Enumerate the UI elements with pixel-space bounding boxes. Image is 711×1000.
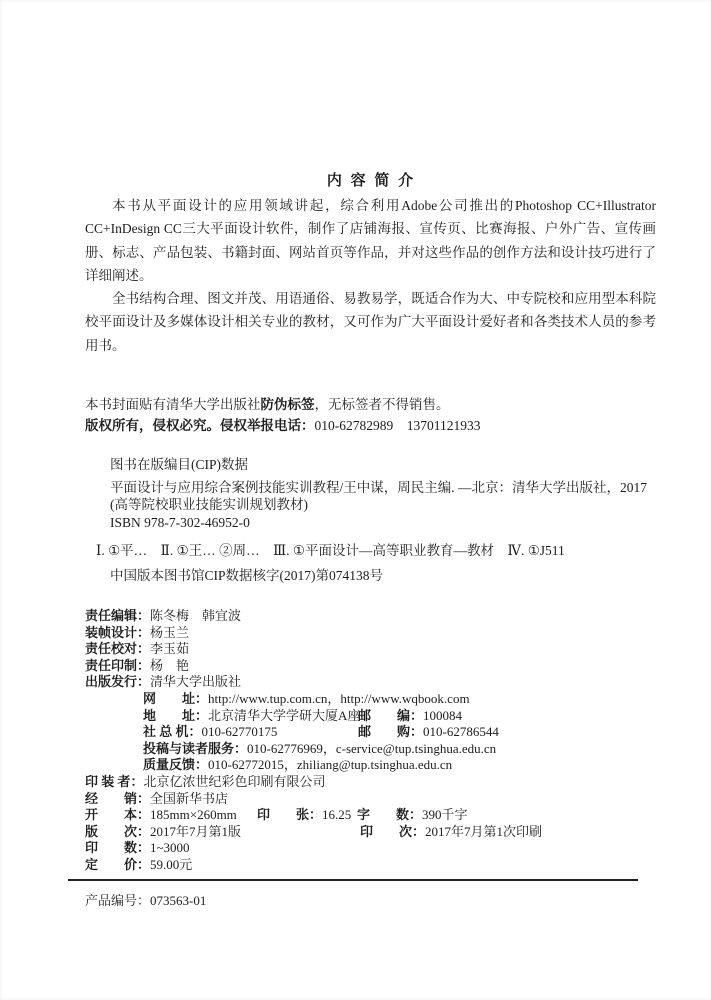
colophon-row-printer (85, 774, 656, 791)
mail-order-label: 邮 购： (358, 724, 424, 740)
colophon-row-print-supervisor (85, 658, 656, 675)
price-value: 59.00元 (150, 856, 193, 872)
printer-value: 北京亿浓世纪彩色印刷有限公司 (143, 773, 326, 789)
design-label: 装帧设计： (85, 624, 151, 640)
edition-label: 版 次： (85, 823, 151, 839)
copyright-line (85, 416, 656, 437)
switchboard-value: 010-62770175 (201, 724, 278, 740)
notice-line1-post: ，无标签者不得销售。 (314, 397, 450, 412)
colophon-row-address (85, 708, 656, 725)
product-number-label: 产品编号： (85, 893, 151, 908)
intro-paragraph-1: 本书从平面设计的应用领域讲起，综合利用Adobe公司推出的Photoshop CC+Illustrator CC+InDesign CC三大平面设计软件，制作了店铺海报、宣传页、比赛海报、户外广告、宣传画册、标志、产品包装、书籍封面、网站首页等作品，并对这些作品的创作方法和设计技巧进行了详细阐述。 (85, 198, 656, 283)
postcode-value: 100084 (423, 707, 463, 723)
format-label: 开 本： (85, 807, 151, 823)
cip-classification: Ⅰ. ①平… Ⅱ. ①王… ②周… Ⅲ. ①平面设计—高等职业教育—教材 Ⅳ. ①J511 (96, 543, 565, 558)
address-value: 北京清华大学学研大厦A座 (208, 707, 361, 723)
print-supervisor-value: 杨 艳 (150, 657, 190, 673)
colophon-row-service (85, 741, 656, 758)
intro-section (85, 194, 656, 357)
impression-value: 2017年7月第1次印刷 (425, 823, 543, 839)
cip-entry (110, 479, 656, 531)
colophon-row-website (85, 691, 656, 708)
rights-notice (85, 395, 656, 436)
publisher-label: 出版发行： (85, 674, 151, 690)
notice-line2-numbers: 010-62782989 13701121933 (314, 417, 481, 433)
anti-counterfeit-line (85, 395, 656, 416)
mail-order-group (358, 724, 499, 741)
product-number (85, 892, 206, 909)
intro-paragraph-2: 全书结构合理、图文并茂、用语通俗、易教易学，既适合作为大、中专院校和应用型本科院校平面设计及多媒体设计相关专业的教材，又可作为广大平面设计爱好者和各类技术人员的参考用书。 (85, 291, 656, 353)
postcode-label: 邮 编： (358, 707, 424, 723)
service-value: 010-62776969，c-service@tup.tsinghua.edu.cn (247, 740, 497, 756)
format-value: 185mm×260mm (150, 807, 237, 823)
colophon-row-feedback (85, 757, 656, 774)
feedback-label: 质量反馈： (143, 757, 209, 773)
website-value: http://www.tup.com.cn，http://www.wqbook.com (208, 690, 470, 706)
colophon-row-design (85, 625, 656, 642)
postcode-group (358, 708, 462, 725)
colophon-row-print-run (85, 840, 656, 857)
colophon-row-editor (85, 608, 656, 625)
address-label: 地 址： (143, 707, 209, 723)
colophon-row-edition (85, 824, 656, 841)
colophon-row-publisher (85, 674, 656, 691)
colophon-row-switchboard (85, 724, 656, 741)
cip-record-number: 中国版本图书馆CIP数据核字(2017)第074138号 (110, 568, 383, 583)
notice-line1-pre: 本书封面贴有清华大学出版社 (85, 397, 261, 412)
distributor-value: 全国新华书店 (150, 790, 229, 806)
switchboard-label: 社 总 机： (143, 724, 202, 740)
cip-entry-line1: 平面设计与应用综合案例技能实训教程/王中谋，周民主编. —北京：清华大学出版社，2017 (110, 480, 647, 495)
cip-isbn: ISBN 978-7-302-46952-0 (110, 514, 250, 530)
print-run-label: 印 数： (85, 840, 151, 856)
sheets-group (257, 807, 351, 824)
design-value: 杨玉兰 (150, 624, 190, 640)
printer-label: 印 装 者： (85, 773, 144, 789)
notice-line1-bold: 防伪标签 (260, 397, 315, 412)
print-supervisor-label: 责任印制： (85, 657, 151, 673)
impression-label: 印 次： (360, 823, 426, 839)
proofread-label: 责任校对： (85, 641, 151, 657)
divider-rule (68, 879, 638, 881)
word-count-group (357, 807, 468, 824)
print-run-value: 1~3000 (150, 840, 190, 856)
word-count-label: 字 数： (357, 807, 423, 823)
editor-value: 陈冬梅 韩宜波 (150, 608, 242, 623)
website-label: 网 址： (143, 690, 209, 706)
colophon (85, 608, 656, 874)
intro-title: 内 容 简 介 (326, 173, 414, 189)
proofread-value: 李玉茹 (150, 641, 190, 657)
colophon-row-proofread (85, 641, 656, 658)
impression-group (360, 824, 542, 841)
feedback-value: 010-62772015，zhiliang@tup.tsinghua.edu.cn (208, 757, 453, 773)
service-label: 投稿与读者服务： (143, 740, 248, 756)
price-label: 定 价： (85, 856, 151, 872)
mail-order-value: 010-62786544 (423, 724, 499, 740)
colophon-row-price (85, 857, 656, 874)
publisher-value: 清华大学出版社 (150, 674, 242, 690)
notice-line2-bold: 版权所有，侵权必究。 (85, 417, 220, 433)
editor-label: 责任编辑： (85, 608, 151, 623)
cip-entry-line2: (高等院校职业技能实训规划教材) (110, 497, 308, 513)
colophon-row-distributor (85, 791, 656, 808)
product-number-value: 073563-01 (150, 893, 207, 908)
word-count-value: 390千字 (422, 807, 468, 823)
sheets-value: 16.25 (322, 807, 352, 823)
sheets-label: 印 张： (257, 807, 323, 823)
edition-value: 2017年7月第1版 (150, 823, 242, 839)
cip-heading: 图书在版编目(CIP)数据 (110, 457, 248, 472)
distributor-label: 经 销： (85, 790, 151, 806)
notice-line2-label: 侵权举报电话： (220, 417, 315, 433)
colophon-row-format (85, 807, 656, 824)
